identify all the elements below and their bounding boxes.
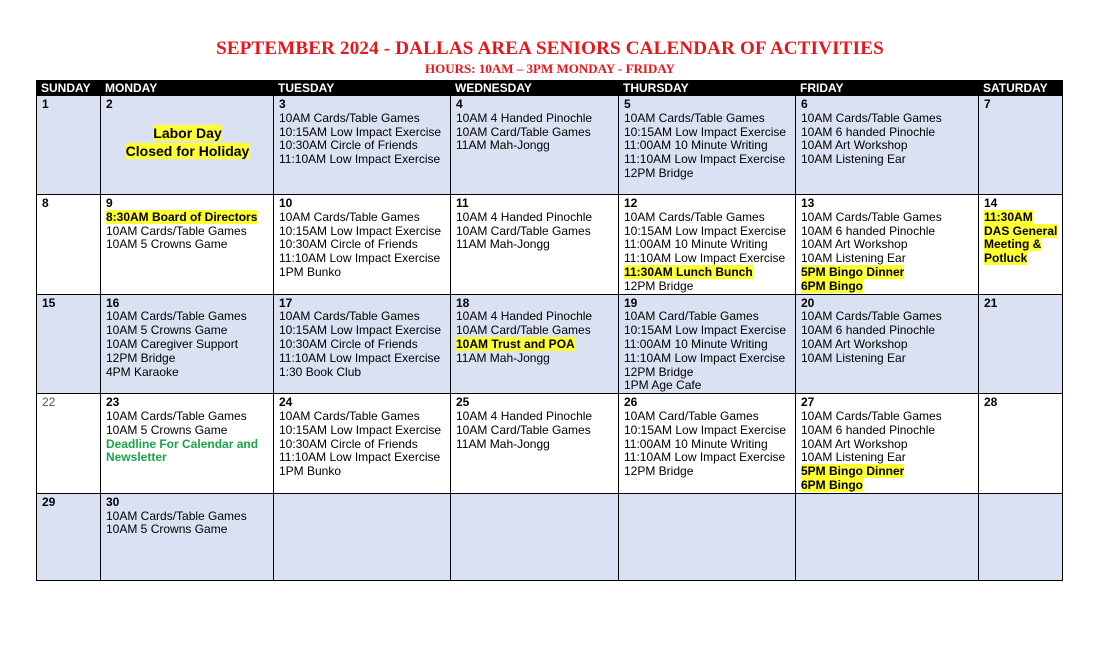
event-item: 11:10AM Low Impact Exercise bbox=[624, 350, 786, 365]
event-item: 11:10AM Low Impact Exercise bbox=[624, 152, 786, 167]
event-item: 10AM Card/Table Games bbox=[624, 408, 759, 423]
event-item: 10:15AM Low Impact Exercise bbox=[279, 323, 442, 338]
event-item: 10:15AM Low Impact Exercise bbox=[279, 422, 442, 437]
day-cell bbox=[37, 394, 101, 494]
event-item: 10AM Card/Table Games bbox=[456, 124, 591, 139]
event-item-highlighted bbox=[801, 465, 974, 479]
event-item: 10AM Card/Table Games bbox=[456, 223, 591, 238]
day-cell bbox=[451, 96, 619, 195]
deadline-notice: Deadline For Calendar and Newsletter bbox=[106, 436, 259, 465]
day-cell bbox=[101, 294, 274, 394]
event-item: 10AM 5 Crowns Game bbox=[106, 422, 228, 437]
event-item: 1:30 Book Club bbox=[279, 364, 362, 379]
event-item: 10AM Art Workshop bbox=[801, 436, 908, 451]
day-cell bbox=[979, 394, 1063, 494]
event-item: 11:00AM 10 Minute Writing bbox=[624, 138, 768, 153]
event-item: 10:15AM Low Impact Exercise bbox=[624, 422, 787, 437]
week-row-2 bbox=[37, 195, 1063, 295]
day-number: 2 bbox=[106, 97, 113, 111]
event-item: 1PM Age Cafe bbox=[624, 378, 702, 393]
empty-cell bbox=[451, 493, 619, 580]
day-cell bbox=[37, 96, 101, 195]
event-item: 10:15AM Low Impact Exercise bbox=[279, 223, 442, 238]
event-item: 10AM 4 Handed Pinochle bbox=[456, 209, 593, 224]
day-cell bbox=[37, 493, 101, 580]
event-item: 12PM Bridge bbox=[624, 278, 694, 293]
day-cell bbox=[979, 195, 1063, 295]
event-item: 11:00AM 10 Minute Writing bbox=[624, 336, 768, 351]
event-item: 1PM Bunko bbox=[279, 464, 342, 479]
header-tuesday: TUESDAY bbox=[274, 81, 451, 96]
day-number: 19 bbox=[624, 295, 638, 310]
day-number: 24 bbox=[279, 395, 293, 410]
event-item: 10AM Cards/Table Games bbox=[624, 110, 765, 125]
event-item-highlighted bbox=[624, 266, 791, 280]
header-wednesday: WEDNESDAY bbox=[451, 81, 619, 96]
event-item: 10AM Card/Table Games bbox=[456, 323, 591, 338]
event-item: 10:30AM Circle of Friends bbox=[279, 138, 418, 153]
day-number: 20 bbox=[801, 295, 815, 310]
day-cell bbox=[619, 394, 796, 494]
day-number: 18 bbox=[456, 295, 470, 310]
day-cell bbox=[796, 96, 979, 195]
event-item: 10AM Art Workshop bbox=[801, 336, 908, 351]
day-cell bbox=[451, 394, 619, 494]
day-number: 12 bbox=[624, 196, 638, 210]
header-monday: MONDAY bbox=[101, 81, 274, 96]
day-cell bbox=[37, 195, 101, 295]
event-item: 10:30AM Circle of Friends bbox=[279, 237, 418, 252]
day-cell bbox=[979, 294, 1063, 394]
event-item: 10:15AM Low Impact Exercise bbox=[279, 124, 442, 139]
day-number: 15 bbox=[42, 295, 56, 310]
event-item: 10AM 5 Crowns Game bbox=[106, 323, 228, 338]
event-item: 10AM Cards/Table Games bbox=[624, 209, 765, 224]
event-item: 11:10AM Low Impact Exercise bbox=[279, 350, 441, 365]
day-cell bbox=[619, 195, 796, 295]
week-row-3 bbox=[37, 294, 1063, 394]
event-item: 10AM Cards/Table Games bbox=[801, 408, 942, 423]
event-item-highlighted bbox=[801, 266, 974, 280]
event-item: 11:10AM Low Impact Exercise bbox=[624, 450, 786, 465]
event-item: 10AM Cards/Table Games bbox=[801, 209, 942, 224]
event-item: 10AM Cards/Table Games bbox=[801, 309, 942, 324]
header-thursday: THURSDAY bbox=[619, 81, 796, 96]
holiday-closure: Closed for Holiday bbox=[125, 142, 250, 159]
day-number: 23 bbox=[106, 395, 120, 410]
day-cell bbox=[451, 195, 619, 295]
event-item: 10AM Card/Table Games bbox=[456, 422, 591, 437]
event-item: 10AM Caregiver Support bbox=[106, 336, 239, 351]
day-number: 4 bbox=[456, 97, 463, 111]
event-item: 11:00AM 10 Minute Writing bbox=[624, 237, 768, 252]
day-cell bbox=[451, 294, 619, 394]
header-sunday: SUNDAY bbox=[37, 81, 101, 96]
event-item: 11:10AM Low Impact Exercise bbox=[279, 251, 441, 266]
event-item: 10AM Cards/Table Games bbox=[106, 309, 247, 324]
day-cell bbox=[101, 493, 274, 580]
day-number: 5 bbox=[624, 97, 631, 111]
event-item: 10AM Cards/Table Games bbox=[106, 508, 247, 523]
holiday-name: Labor Day bbox=[153, 124, 222, 141]
event-item: 10AM 6 handed Pinochle bbox=[801, 422, 936, 437]
day-cell bbox=[101, 96, 274, 195]
day-number: 6 bbox=[801, 97, 808, 111]
general-meeting-event: 11:30AM DAS General Meeting & Potluck bbox=[984, 209, 1058, 266]
event-item: 1PM Bunko bbox=[279, 264, 342, 279]
event-item: 10AM Card/Table Games bbox=[624, 309, 759, 324]
event-text: 6PM Bingo bbox=[801, 477, 863, 492]
day-number: 16 bbox=[106, 295, 120, 310]
event-item: 10AM Art Workshop bbox=[801, 138, 908, 153]
event-text: 5PM Bingo Dinner bbox=[801, 264, 905, 279]
event-item: 10AM Cards/Table Games bbox=[279, 408, 420, 423]
event-item: 10:30AM Circle of Friends bbox=[279, 336, 418, 351]
week-row-5 bbox=[37, 493, 1063, 580]
event-item: 10AM Cards/Table Games bbox=[106, 223, 247, 238]
event-text: 5PM Bingo Dinner bbox=[801, 464, 905, 479]
day-cell bbox=[101, 195, 274, 295]
day-number: 22 bbox=[42, 395, 56, 410]
day-number: 27 bbox=[801, 395, 815, 410]
event-item: 12PM Bridge bbox=[624, 464, 694, 479]
calendar-title: SEPTEMBER 2024 - DALLAS AREA SENIORS CALENDAR OF ACTIVITIES bbox=[216, 38, 884, 59]
event-item: 10AM Listening Ear bbox=[801, 450, 906, 465]
event-item: 10AM 4 Handed Pinochle bbox=[456, 110, 593, 125]
event-item: 12PM Bridge bbox=[106, 350, 176, 365]
day-cell bbox=[796, 195, 979, 295]
event-item: 10AM Cards/Table Games bbox=[279, 309, 420, 324]
empty-cell bbox=[619, 493, 796, 580]
day-cell bbox=[619, 96, 796, 195]
day-number: 1 bbox=[42, 97, 49, 111]
day-number: 7 bbox=[984, 97, 991, 111]
event-item: 12PM Bridge bbox=[624, 165, 694, 180]
header-saturday: SATURDAY bbox=[979, 81, 1063, 96]
hours-subtitle: HOURS: 10AM – 3PM MONDAY - FRIDAY bbox=[425, 61, 675, 76]
day-cell bbox=[101, 394, 274, 494]
day-cell bbox=[274, 394, 451, 494]
event-item-highlighted bbox=[801, 479, 974, 493]
event-item: 11:10AM Low Impact Exercise bbox=[279, 152, 441, 167]
day-number: 26 bbox=[624, 395, 638, 410]
day-number: 11 bbox=[456, 196, 469, 210]
empty-cell bbox=[796, 493, 979, 580]
day-cell bbox=[796, 394, 979, 494]
header-friday: FRIDAY bbox=[796, 81, 979, 96]
event-item: 10AM 5 Crowns Game bbox=[106, 237, 228, 252]
day-number: 30 bbox=[106, 494, 120, 509]
event-item-highlighted bbox=[801, 280, 974, 294]
day-number: 25 bbox=[456, 395, 470, 410]
day-number: 17 bbox=[279, 295, 293, 310]
day-cell bbox=[37, 294, 101, 394]
day-number: 8 bbox=[42, 196, 49, 210]
event-item: 10AM Cards/Table Games bbox=[279, 209, 420, 224]
event-item: 10AM Art Workshop bbox=[801, 237, 908, 252]
event-item: 11AM Mah-Jongg bbox=[456, 237, 550, 252]
event-item: 10AM 6 handed Pinochle bbox=[801, 323, 936, 338]
week-row-1 bbox=[37, 96, 1063, 195]
day-number: 3 bbox=[279, 97, 286, 111]
empty-cell bbox=[274, 493, 451, 580]
event-item: 11:10AM Low Impact Exercise bbox=[624, 251, 786, 266]
event-item: 10AM Listening Ear bbox=[801, 152, 906, 167]
event-item: 11AM Mah-Jongg bbox=[456, 350, 550, 365]
event-item: 10AM Listening Ear bbox=[801, 350, 906, 365]
event-item: 10AM 4 Handed Pinochle bbox=[456, 408, 593, 423]
day-cell bbox=[796, 294, 979, 394]
day-number: 28 bbox=[984, 395, 998, 410]
event-text: 8:30AM Board of Directors bbox=[106, 209, 258, 224]
event-item: 10AM 5 Crowns Game bbox=[106, 522, 228, 537]
week-row-4 bbox=[37, 394, 1063, 494]
calendar-grid bbox=[36, 80, 1063, 581]
event-text: 6PM Bingo bbox=[801, 278, 863, 293]
event-item: 10AM 4 Handed Pinochle bbox=[456, 309, 593, 324]
day-number: 21 bbox=[984, 295, 998, 310]
event-item: 10:15AM Low Impact Exercise bbox=[624, 323, 787, 338]
event-text: 11:30AM Lunch Bunch bbox=[624, 264, 753, 279]
day-number: 10 bbox=[279, 196, 293, 210]
day-cell bbox=[274, 294, 451, 394]
event-item: 10AM 6 handed Pinochle bbox=[801, 124, 936, 139]
day-cell bbox=[274, 96, 451, 195]
event-item: 11AM Mah-Jongg bbox=[456, 138, 550, 153]
day-number: 9 bbox=[106, 196, 113, 210]
event-text: 10AM Trust and POA bbox=[456, 336, 575, 351]
event-item: 10:30AM Circle of Friends bbox=[279, 436, 418, 451]
day-number: 13 bbox=[801, 196, 815, 210]
day-cell bbox=[274, 195, 451, 295]
event-item: 11:00AM 10 Minute Writing bbox=[624, 436, 768, 451]
event-item: 10AM 6 handed Pinochle bbox=[801, 223, 936, 238]
empty-cell bbox=[979, 493, 1063, 580]
day-number: 14 bbox=[984, 196, 998, 210]
holiday-notice bbox=[106, 124, 269, 160]
event-item: 10AM Cards/Table Games bbox=[106, 408, 247, 423]
event-item: 10:15AM Low Impact Exercise bbox=[624, 124, 787, 139]
day-cell bbox=[979, 96, 1063, 195]
event-item-highlighted bbox=[106, 211, 269, 225]
event-item: 10:15AM Low Impact Exercise bbox=[624, 223, 787, 238]
event-item: 11AM Mah-Jongg bbox=[456, 436, 550, 451]
event-item: 10AM Listening Ear bbox=[801, 251, 906, 266]
event-item: 10AM Cards/Table Games bbox=[279, 110, 420, 125]
weekday-header-row bbox=[37, 81, 1063, 96]
event-item: 10AM Cards/Table Games bbox=[801, 110, 942, 125]
event-item: 4PM Karaoke bbox=[106, 364, 179, 379]
day-number: 29 bbox=[42, 494, 56, 509]
event-item: 12PM Bridge bbox=[624, 364, 694, 379]
event-item-highlighted bbox=[456, 338, 614, 352]
event-item: 11:10AM Low Impact Exercise bbox=[279, 450, 441, 465]
day-cell bbox=[619, 294, 796, 394]
